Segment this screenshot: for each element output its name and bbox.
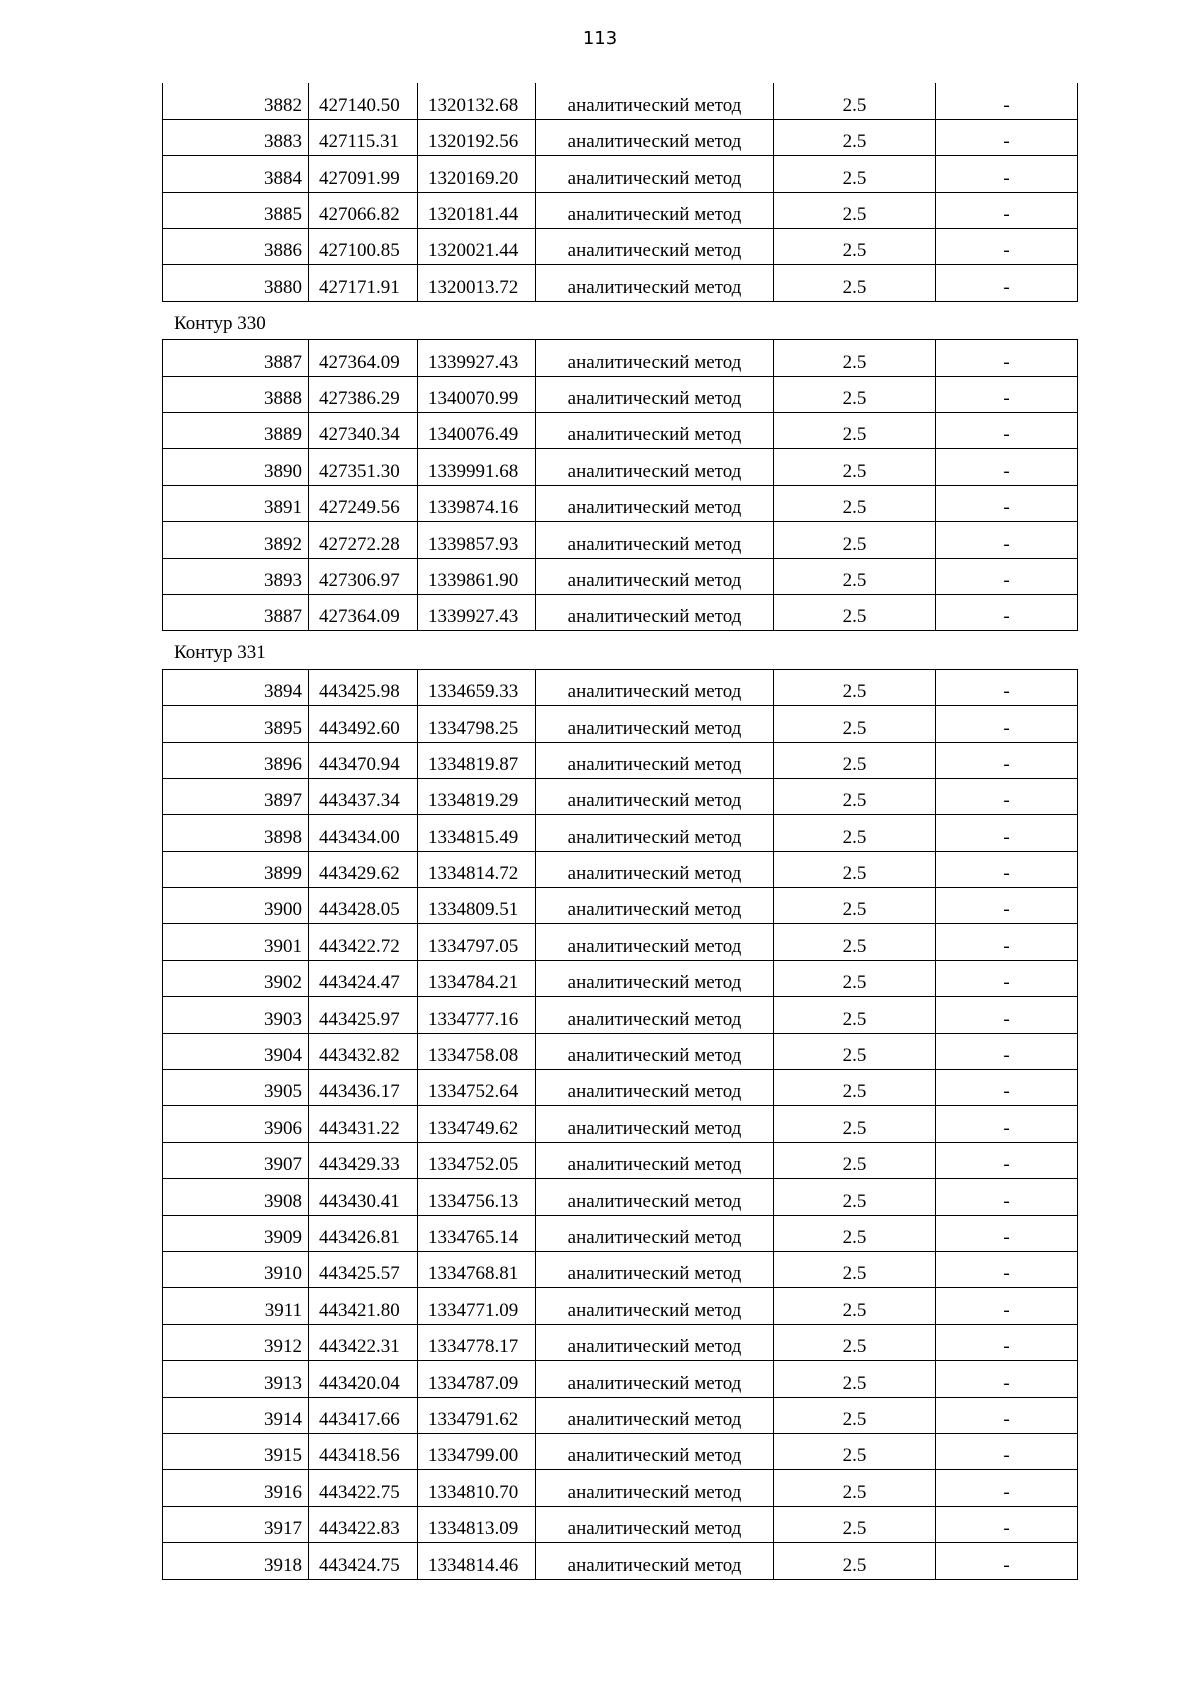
note-cell: - — [936, 1106, 1078, 1142]
table-row — [163, 1033, 1078, 1069]
x-coordinate-cell: 443424.75 — [309, 1543, 418, 1579]
method-cell: аналитический метод — [536, 1106, 774, 1142]
note-cell: - — [936, 1252, 1078, 1288]
x-coordinate-cell: 443434.00 — [309, 815, 418, 851]
method-cell: аналитический метод — [536, 413, 774, 449]
note-cell: - — [936, 888, 1078, 924]
point-number-cell: 3912 — [163, 1324, 309, 1360]
method-cell: аналитический метод — [536, 594, 774, 630]
point-number-cell: 3904 — [163, 1033, 309, 1069]
x-coordinate-cell: 443417.66 — [309, 1397, 418, 1433]
method-cell: аналитический метод — [536, 522, 774, 558]
y-coordinate-cell: 1320169.20 — [418, 156, 536, 192]
x-coordinate-cell: 443425.98 — [309, 669, 418, 705]
note-cell: - — [936, 192, 1078, 228]
y-coordinate-cell: 1334771.09 — [418, 1288, 536, 1324]
accuracy-cell: 2.5 — [774, 192, 936, 228]
accuracy-cell: 2.5 — [774, 1142, 936, 1178]
x-coordinate-cell: 443425.57 — [309, 1252, 418, 1288]
x-coordinate-cell: 427100.85 — [309, 229, 418, 265]
note-cell: - — [936, 522, 1078, 558]
method-cell: аналитический метод — [536, 742, 774, 778]
y-coordinate-cell: 1339927.43 — [418, 594, 536, 630]
table-row — [163, 83, 1078, 119]
note-cell: - — [936, 1288, 1078, 1324]
table-row — [163, 778, 1078, 814]
table-row — [163, 1433, 1078, 1469]
accuracy-cell: 2.5 — [774, 851, 936, 887]
point-number-cell: 3917 — [163, 1506, 309, 1542]
table-row — [163, 742, 1078, 778]
table-row — [163, 1397, 1078, 1433]
accuracy-cell: 2.5 — [774, 997, 936, 1033]
method-cell: аналитический метод — [536, 778, 774, 814]
accuracy-cell: 2.5 — [774, 413, 936, 449]
x-coordinate-cell: 443422.31 — [309, 1324, 418, 1360]
table-row — [163, 413, 1078, 449]
y-coordinate-cell: 1340076.49 — [418, 413, 536, 449]
table-row — [163, 924, 1078, 960]
note-cell: - — [936, 449, 1078, 485]
table-row — [163, 1070, 1078, 1106]
note-cell: - — [936, 1215, 1078, 1251]
x-coordinate-cell: 443424.47 — [309, 960, 418, 996]
accuracy-cell: 2.5 — [774, 888, 936, 924]
accuracy-cell: 2.5 — [774, 1324, 936, 1360]
point-number-cell: 3913 — [163, 1361, 309, 1397]
y-coordinate-cell: 1339857.93 — [418, 522, 536, 558]
x-coordinate-cell: 427115.31 — [309, 119, 418, 155]
accuracy-cell: 2.5 — [774, 1070, 936, 1106]
point-number-cell: 3896 — [163, 742, 309, 778]
y-coordinate-cell: 1320013.72 — [418, 265, 536, 301]
point-number-cell: 3887 — [163, 594, 309, 630]
x-coordinate-cell: 443429.62 — [309, 851, 418, 887]
note-cell: - — [936, 376, 1078, 412]
note-cell: - — [936, 340, 1078, 376]
y-coordinate-cell: 1334787.09 — [418, 1361, 536, 1397]
y-coordinate-cell: 1334659.33 — [418, 669, 536, 705]
table-row — [163, 706, 1078, 742]
note-cell: - — [936, 742, 1078, 778]
accuracy-cell: 2.5 — [774, 1288, 936, 1324]
accuracy-cell: 2.5 — [774, 594, 936, 630]
point-number-cell: 3882 — [163, 83, 309, 119]
table-row — [163, 1142, 1078, 1178]
point-number-cell: 3905 — [163, 1070, 309, 1106]
method-cell: аналитический метод — [536, 119, 774, 155]
x-coordinate-cell: 443492.60 — [309, 706, 418, 742]
y-coordinate-cell: 1334749.62 — [418, 1106, 536, 1142]
accuracy-cell: 2.5 — [774, 1543, 936, 1579]
method-cell: аналитический метод — [536, 1433, 774, 1469]
y-coordinate-cell: 1339927.43 — [418, 340, 536, 376]
x-coordinate-cell: 427364.09 — [309, 594, 418, 630]
method-cell: аналитический метод — [536, 888, 774, 924]
y-coordinate-cell: 1334756.13 — [418, 1179, 536, 1215]
table-row — [163, 888, 1078, 924]
y-coordinate-cell: 1334758.08 — [418, 1033, 536, 1069]
y-coordinate-cell: 1334778.17 — [418, 1324, 536, 1360]
point-number-cell: 3914 — [163, 1397, 309, 1433]
table-row — [163, 558, 1078, 594]
note-cell: - — [936, 706, 1078, 742]
method-cell: аналитический метод — [536, 1215, 774, 1251]
accuracy-cell: 2.5 — [774, 522, 936, 558]
x-coordinate-cell: 427306.97 — [309, 558, 418, 594]
x-coordinate-cell: 443432.82 — [309, 1033, 418, 1069]
x-coordinate-cell: 443422.72 — [309, 924, 418, 960]
y-coordinate-cell: 1334777.16 — [418, 997, 536, 1033]
x-coordinate-cell: 443420.04 — [309, 1361, 418, 1397]
note-cell: - — [936, 413, 1078, 449]
note-cell: - — [936, 1470, 1078, 1506]
point-number-cell: 3898 — [163, 815, 309, 851]
method-cell: аналитический метод — [536, 1070, 774, 1106]
point-number-cell: 3915 — [163, 1433, 309, 1469]
table-row — [163, 1288, 1078, 1324]
x-coordinate-cell: 443422.75 — [309, 1470, 418, 1506]
method-cell: аналитический метод — [536, 1324, 774, 1360]
point-number-cell: 3908 — [163, 1179, 309, 1215]
x-coordinate-cell: 427272.28 — [309, 522, 418, 558]
table-row — [163, 485, 1078, 521]
coordinates-document — [162, 83, 1077, 1580]
table-row — [163, 815, 1078, 851]
method-cell: аналитический метод — [536, 960, 774, 996]
y-coordinate-cell: 1334809.51 — [418, 888, 536, 924]
table-row — [163, 594, 1078, 630]
y-coordinate-cell: 1334799.00 — [418, 1433, 536, 1469]
point-number-cell: 3892 — [163, 522, 309, 558]
point-number-cell: 3887 — [163, 340, 309, 376]
point-number-cell: 3918 — [163, 1543, 309, 1579]
note-cell: - — [936, 1397, 1078, 1433]
table-row — [163, 1106, 1078, 1142]
table-row — [163, 851, 1078, 887]
point-number-cell: 3884 — [163, 156, 309, 192]
y-coordinate-cell: 1334752.05 — [418, 1142, 536, 1178]
note-cell: - — [936, 851, 1078, 887]
point-number-cell: 3883 — [163, 119, 309, 155]
note-cell: - — [936, 485, 1078, 521]
point-number-cell: 3903 — [163, 997, 309, 1033]
method-cell: аналитический метод — [536, 83, 774, 119]
point-number-cell: 3885 — [163, 192, 309, 228]
note-cell: - — [936, 558, 1078, 594]
x-coordinate-cell: 443437.34 — [309, 778, 418, 814]
accuracy-cell: 2.5 — [774, 815, 936, 851]
accuracy-cell: 2.5 — [774, 706, 936, 742]
accuracy-cell: 2.5 — [774, 778, 936, 814]
method-cell: аналитический метод — [536, 997, 774, 1033]
point-number-cell: 3911 — [163, 1288, 309, 1324]
note-cell: - — [936, 1506, 1078, 1542]
y-coordinate-cell: 1334768.81 — [418, 1252, 536, 1288]
accuracy-cell: 2.5 — [774, 1179, 936, 1215]
method-cell: аналитический метод — [536, 1033, 774, 1069]
accuracy-cell: 2.5 — [774, 1361, 936, 1397]
table-row — [163, 192, 1078, 228]
x-coordinate-cell: 427364.09 — [309, 340, 418, 376]
y-coordinate-cell: 1334797.05 — [418, 924, 536, 960]
note-cell: - — [936, 83, 1078, 119]
method-cell: аналитический метод — [536, 851, 774, 887]
method-cell: аналитический метод — [536, 449, 774, 485]
method-cell: аналитический метод — [536, 924, 774, 960]
table-row — [163, 1179, 1078, 1215]
accuracy-cell: 2.5 — [774, 340, 936, 376]
note-cell: - — [936, 229, 1078, 265]
accuracy-cell: 2.5 — [774, 1215, 936, 1251]
x-coordinate-cell: 443421.80 — [309, 1288, 418, 1324]
point-number-cell: 3899 — [163, 851, 309, 887]
point-number-cell: 3890 — [163, 449, 309, 485]
table-row — [163, 119, 1078, 155]
point-number-cell: 3891 — [163, 485, 309, 521]
method-cell: аналитический метод — [536, 669, 774, 705]
y-coordinate-cell: 1334814.46 — [418, 1543, 536, 1579]
y-coordinate-cell: 1339861.90 — [418, 558, 536, 594]
accuracy-cell: 2.5 — [774, 742, 936, 778]
table-row — [163, 1215, 1078, 1251]
point-number-cell: 3910 — [163, 1252, 309, 1288]
accuracy-cell: 2.5 — [774, 229, 936, 265]
table-row — [163, 1361, 1078, 1397]
point-number-cell: 3901 — [163, 924, 309, 960]
x-coordinate-cell: 427140.50 — [309, 83, 418, 119]
note-cell: - — [936, 594, 1078, 630]
point-number-cell: 3889 — [163, 413, 309, 449]
table-row — [163, 449, 1078, 485]
note-cell: - — [936, 997, 1078, 1033]
y-coordinate-cell: 1334819.29 — [418, 778, 536, 814]
note-cell: - — [936, 1070, 1078, 1106]
point-number-cell: 3888 — [163, 376, 309, 412]
x-coordinate-cell: 427386.29 — [309, 376, 418, 412]
accuracy-cell: 2.5 — [774, 1433, 936, 1469]
table-row — [163, 1252, 1078, 1288]
x-coordinate-cell: 443431.22 — [309, 1106, 418, 1142]
x-coordinate-cell: 443426.81 — [309, 1215, 418, 1251]
y-coordinate-cell: 1334819.87 — [418, 742, 536, 778]
note-cell: - — [936, 156, 1078, 192]
accuracy-cell: 2.5 — [774, 1470, 936, 1506]
accuracy-cell: 2.5 — [774, 1397, 936, 1433]
table-row — [163, 340, 1078, 376]
contour-title: Контур 330 — [174, 312, 266, 334]
coordinates-table — [162, 83, 1078, 302]
table-row — [163, 522, 1078, 558]
point-number-cell: 3906 — [163, 1106, 309, 1142]
accuracy-cell: 2.5 — [774, 1506, 936, 1542]
x-coordinate-cell: 443422.83 — [309, 1506, 418, 1542]
method-cell: аналитический метод — [536, 706, 774, 742]
y-coordinate-cell: 1334815.49 — [418, 815, 536, 851]
note-cell: - — [936, 1142, 1078, 1178]
method-cell: аналитический метод — [536, 192, 774, 228]
accuracy-cell: 2.5 — [774, 1106, 936, 1142]
accuracy-cell: 2.5 — [774, 376, 936, 412]
table-row — [163, 156, 1078, 192]
point-number-cell: 3902 — [163, 960, 309, 996]
y-coordinate-cell: 1334765.14 — [418, 1215, 536, 1251]
table-row — [163, 265, 1078, 301]
note-cell: - — [936, 1433, 1078, 1469]
y-coordinate-cell: 1340070.99 — [418, 376, 536, 412]
method-cell: аналитический метод — [536, 229, 774, 265]
x-coordinate-cell: 443429.33 — [309, 1142, 418, 1178]
x-coordinate-cell: 443436.17 — [309, 1070, 418, 1106]
method-cell: аналитический метод — [536, 558, 774, 594]
accuracy-cell: 2.5 — [774, 1252, 936, 1288]
method-cell: аналитический метод — [536, 156, 774, 192]
note-cell: - — [936, 1543, 1078, 1579]
table-row — [163, 1324, 1078, 1360]
table-row — [163, 960, 1078, 996]
method-cell: аналитический метод — [536, 1506, 774, 1542]
table-row — [163, 376, 1078, 412]
table-row — [163, 997, 1078, 1033]
accuracy-cell: 2.5 — [774, 156, 936, 192]
coordinates-table — [162, 669, 1078, 1580]
y-coordinate-cell: 1334813.09 — [418, 1506, 536, 1542]
method-cell: аналитический метод — [536, 485, 774, 521]
y-coordinate-cell: 1334791.62 — [418, 1397, 536, 1433]
note-cell: - — [936, 1033, 1078, 1069]
point-number-cell: 3880 — [163, 265, 309, 301]
table-row — [163, 1506, 1078, 1542]
note-cell: - — [936, 265, 1078, 301]
point-number-cell: 3907 — [163, 1142, 309, 1178]
x-coordinate-cell: 443430.41 — [309, 1179, 418, 1215]
method-cell: аналитический метод — [536, 1142, 774, 1178]
method-cell: аналитический метод — [536, 1179, 774, 1215]
x-coordinate-cell: 427066.82 — [309, 192, 418, 228]
note-cell: - — [936, 1361, 1078, 1397]
accuracy-cell: 2.5 — [774, 1033, 936, 1069]
x-coordinate-cell: 443428.05 — [309, 888, 418, 924]
method-cell: аналитический метод — [536, 340, 774, 376]
y-coordinate-cell: 1334752.64 — [418, 1070, 536, 1106]
table-row — [163, 229, 1078, 265]
method-cell: аналитический метод — [536, 265, 774, 301]
note-cell: - — [936, 669, 1078, 705]
accuracy-cell: 2.5 — [774, 558, 936, 594]
method-cell: аналитический метод — [536, 376, 774, 412]
point-number-cell: 3900 — [163, 888, 309, 924]
accuracy-cell: 2.5 — [774, 119, 936, 155]
point-number-cell: 3886 — [163, 229, 309, 265]
coordinates-table — [162, 339, 1078, 631]
accuracy-cell: 2.5 — [774, 485, 936, 521]
x-coordinate-cell: 427249.56 — [309, 485, 418, 521]
table-row — [163, 669, 1078, 705]
table-row — [163, 1543, 1078, 1579]
x-coordinate-cell: 427351.30 — [309, 449, 418, 485]
x-coordinate-cell: 443418.56 — [309, 1433, 418, 1469]
y-coordinate-cell: 1320132.68 — [418, 83, 536, 119]
method-cell: аналитический метод — [536, 1470, 774, 1506]
note-cell: - — [936, 1179, 1078, 1215]
accuracy-cell: 2.5 — [774, 924, 936, 960]
note-cell: - — [936, 119, 1078, 155]
y-coordinate-cell: 1334810.70 — [418, 1470, 536, 1506]
y-coordinate-cell: 1334784.21 — [418, 960, 536, 996]
table-row — [163, 1470, 1078, 1506]
y-coordinate-cell: 1339991.68 — [418, 449, 536, 485]
accuracy-cell: 2.5 — [774, 960, 936, 996]
y-coordinate-cell: 1334814.72 — [418, 851, 536, 887]
point-number-cell: 3893 — [163, 558, 309, 594]
point-number-cell: 3909 — [163, 1215, 309, 1251]
note-cell: - — [936, 960, 1078, 996]
point-number-cell: 3897 — [163, 778, 309, 814]
x-coordinate-cell: 443425.97 — [309, 997, 418, 1033]
method-cell: аналитический метод — [536, 1543, 774, 1579]
accuracy-cell: 2.5 — [774, 669, 936, 705]
method-cell: аналитический метод — [536, 1397, 774, 1433]
y-coordinate-cell: 1320192.56 — [418, 119, 536, 155]
page-number: 113 — [582, 28, 618, 49]
point-number-cell: 3894 — [163, 669, 309, 705]
point-number-cell: 3916 — [163, 1470, 309, 1506]
point-number-cell: 3895 — [163, 706, 309, 742]
method-cell: аналитический метод — [536, 1252, 774, 1288]
note-cell: - — [936, 815, 1078, 851]
method-cell: аналитический метод — [536, 815, 774, 851]
note-cell: - — [936, 1324, 1078, 1360]
y-coordinate-cell: 1320181.44 — [418, 192, 536, 228]
method-cell: аналитический метод — [536, 1361, 774, 1397]
note-cell: - — [936, 924, 1078, 960]
y-coordinate-cell: 1320021.44 — [418, 229, 536, 265]
contour-title: Контур 331 — [174, 642, 266, 664]
y-coordinate-cell: 1339874.16 — [418, 485, 536, 521]
x-coordinate-cell: 443470.94 — [309, 742, 418, 778]
x-coordinate-cell: 427340.34 — [309, 413, 418, 449]
x-coordinate-cell: 427171.91 — [309, 265, 418, 301]
method-cell: аналитический метод — [536, 1288, 774, 1324]
accuracy-cell: 2.5 — [774, 265, 936, 301]
x-coordinate-cell: 427091.99 — [309, 156, 418, 192]
y-coordinate-cell: 1334798.25 — [418, 706, 536, 742]
accuracy-cell: 2.5 — [774, 83, 936, 119]
note-cell: - — [936, 778, 1078, 814]
accuracy-cell: 2.5 — [774, 449, 936, 485]
